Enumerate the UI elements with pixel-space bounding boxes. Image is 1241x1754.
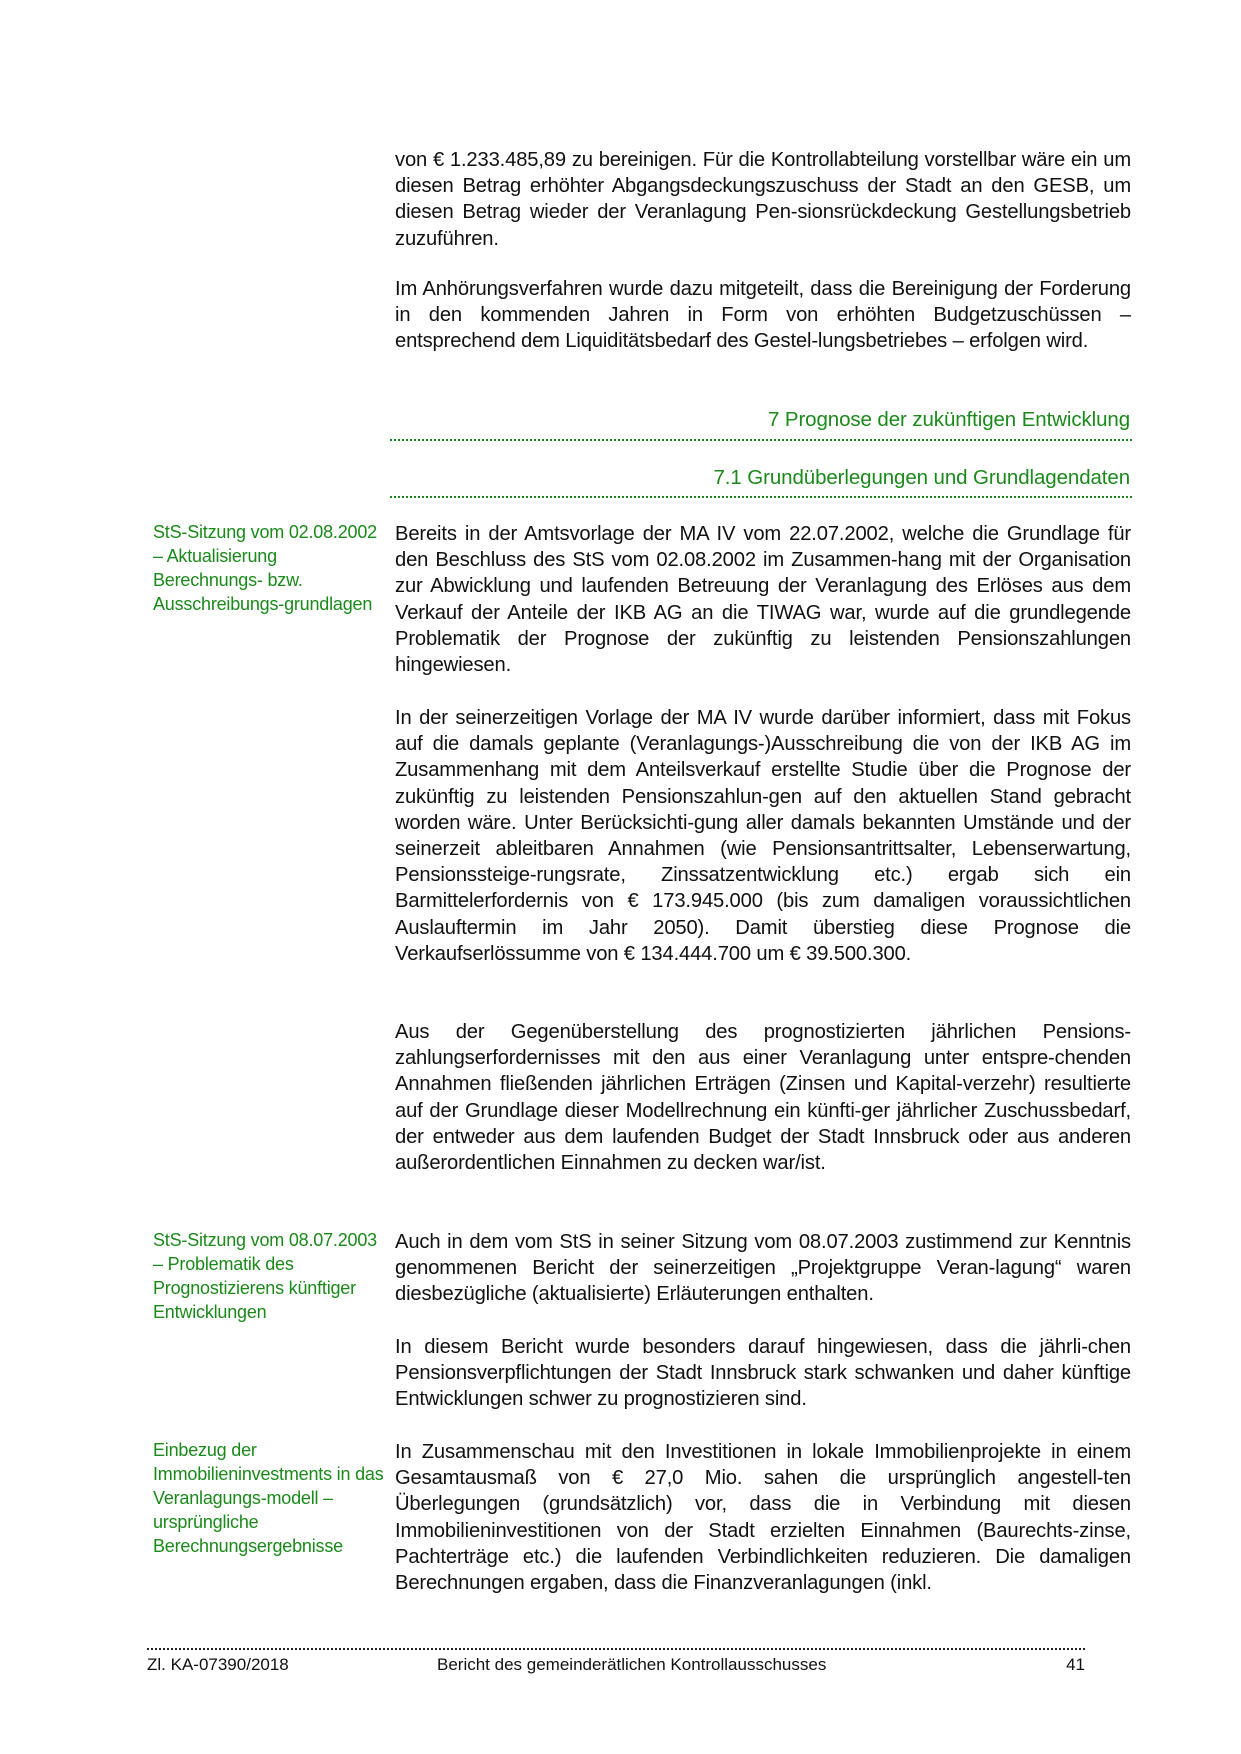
body-paragraph (395, 1334, 1131, 1413)
body-paragraph (395, 521, 1131, 678)
margin-note: StS-Sitzung vom 08.07.2003 – Problematik des Prognostizierens künftiger Entwicklungen (153, 1230, 377, 1322)
paragraph-text: Bereits in der Amtsvorlage der MA IV vom 22.07.2002, welche die Grundlage für den Beschluss des StS vom 02.08.2002 im Zusammen-hang mit der Organisation zur Abwicklung und laufenden Betreuung der Veranlagung des Erlöses aus dem Verkauf der Anteile der IKB AG an die TIWAG war, wurde auf die grundlegende Problematik der Prognose der zukünftig zu leistenden Pensionszahlungen hingewiesen. (395, 523, 1131, 677)
footer-title: Bericht des gemeinderätlichen Kontrollausschusses (437, 1655, 827, 1674)
margin-note: Einbezug der Immobilieninvestments in das Veranlagungs-modell – ursprüngliche Berechnungsergebnisse (153, 1440, 384, 1556)
section-heading-7: 7 Prognose der zukünftigen Entwicklung (767, 408, 1130, 431)
paragraph-text: In Zusammenschau mit den Investitionen in lokale Immobilienprojekte in einem Gesamtausmaß von € 27,0 Mio. sahen die ursprünglich angestell-ten Überlegungen (grundsätzlich) vor, dass die in Verbindung mit diesen Immobilieninvestitionen von der Stadt erzielten Einnahmen (Baurechts-zinse, Pachterträge etc.) die laufenden Verbindlichkeiten reduzieren. Die damaligen Berechnungen ergaben, dass die Finanzveranlagungen (inkl. (395, 1441, 1131, 1595)
page-footer (147, 1655, 1085, 1677)
heading-divider (390, 439, 1132, 441)
body-paragraph (395, 1019, 1131, 1176)
body-paragraph (395, 1439, 1131, 1596)
footer-reference: Zl. KA-07390/2018 (147, 1655, 289, 1674)
paragraph-text: Auch in dem vom StS in seiner Sitzung vom 08.07.2003 zustimmend zur Kenntnis genommenen Bericht der seinerzeitigen „Projektgruppe Veran-lagung“ waren diesbezügliche (aktualisierte) Erläuterungen enthalten. (395, 1231, 1131, 1306)
heading-divider (390, 496, 1132, 498)
paragraph-text: Aus der Gegenüberstellung des prognostizierten jährlichen Pensions-zahlungserfordernisses mit den aus einer Veranlagung unter entspre-chenden Annahmen fließenden jährlichen Erträgen (Zinsen und Kapital-verzehr) resultierte auf der Grundlage dieser Modellrechnung ein künfti-ger jährlicher Zuschussbedarf, der entweder aus dem laufenden Budget der Stadt Innsbruck oder aus anderen außerordentlichen Einnahmen zu decken war/ist. (395, 1021, 1131, 1175)
body-paragraph (395, 276, 1131, 355)
paragraph-text: von € 1.233.485,89 zu bereinigen. Für die Kontrollabteilung vorstellbar wäre ein um diesen Betrag erhöhter Abgangsdeckungszuschuss der Stadt an den GESB, um diesen Betrag wieder der Veranlagung Pen-sionsrückdeckung Gestellungsbetrieb zuzuführen. (395, 149, 1131, 250)
body-paragraph (395, 705, 1131, 967)
page-number: 41 (1066, 1655, 1085, 1674)
paragraph-text: In diesem Bericht wurde besonders darauf hingewiesen, dass die jährli-chen Pensionsverpflichtungen der Stadt Innsbruck stark schwanken und daher künftige Entwicklungen schwer zu prognostizieren sind. (395, 1336, 1131, 1411)
paragraph-text: In der seinerzeitigen Vorlage der MA IV wurde darüber informiert, dass mit Fokus auf die damals geplante (Veranlagungs-)Ausschreibung die von der IKB AG im Zusammenhang mit dem Anteilsverkauf erstellte Studie über die Prognose der zukünftig zu leistenden Pensionszahlun-gen auf den aktuellen Stand gebracht worden wäre. Unter Berücksichti-gung aller damals bekannten Umstände und der seinerzeit ableitbaren Annahmen (wie Pensionsantrittsalter, Lebenserwartung, Pensionssteige-rungsrate, Zinssatzentwicklung etc.) ergab sich ein Barmittelerfordernis von € 173.945.000 (bis zum damaligen voraussichtlichen Auslauftermin im Jahr 2050). Damit überstieg diese Prognose die Verkaufserlössumme von € 134.444.700 um € 39.500.300. (395, 707, 1131, 965)
margin-note: StS-Sitzung vom 02.08.2002 – Aktualisierung Berechnungs- bzw. Ausschreibungs-grundlagen (153, 522, 377, 614)
section-heading-7-1: 7.1 Grundüberlegungen und Grundlagendaten (713, 466, 1130, 489)
body-paragraph (395, 147, 1131, 252)
paragraph-text: Im Anhörungsverfahren wurde dazu mitgeteilt, dass die Bereinigung der Forderung in den kommenden Jahren in Form von erhöhten Budgetzuschüssen – entsprechend dem Liquiditätsbedarf des Gestel-lungsbetriebes – erfolgen wird. (395, 278, 1131, 353)
body-paragraph (395, 1229, 1131, 1308)
footer-divider (147, 1648, 1085, 1650)
